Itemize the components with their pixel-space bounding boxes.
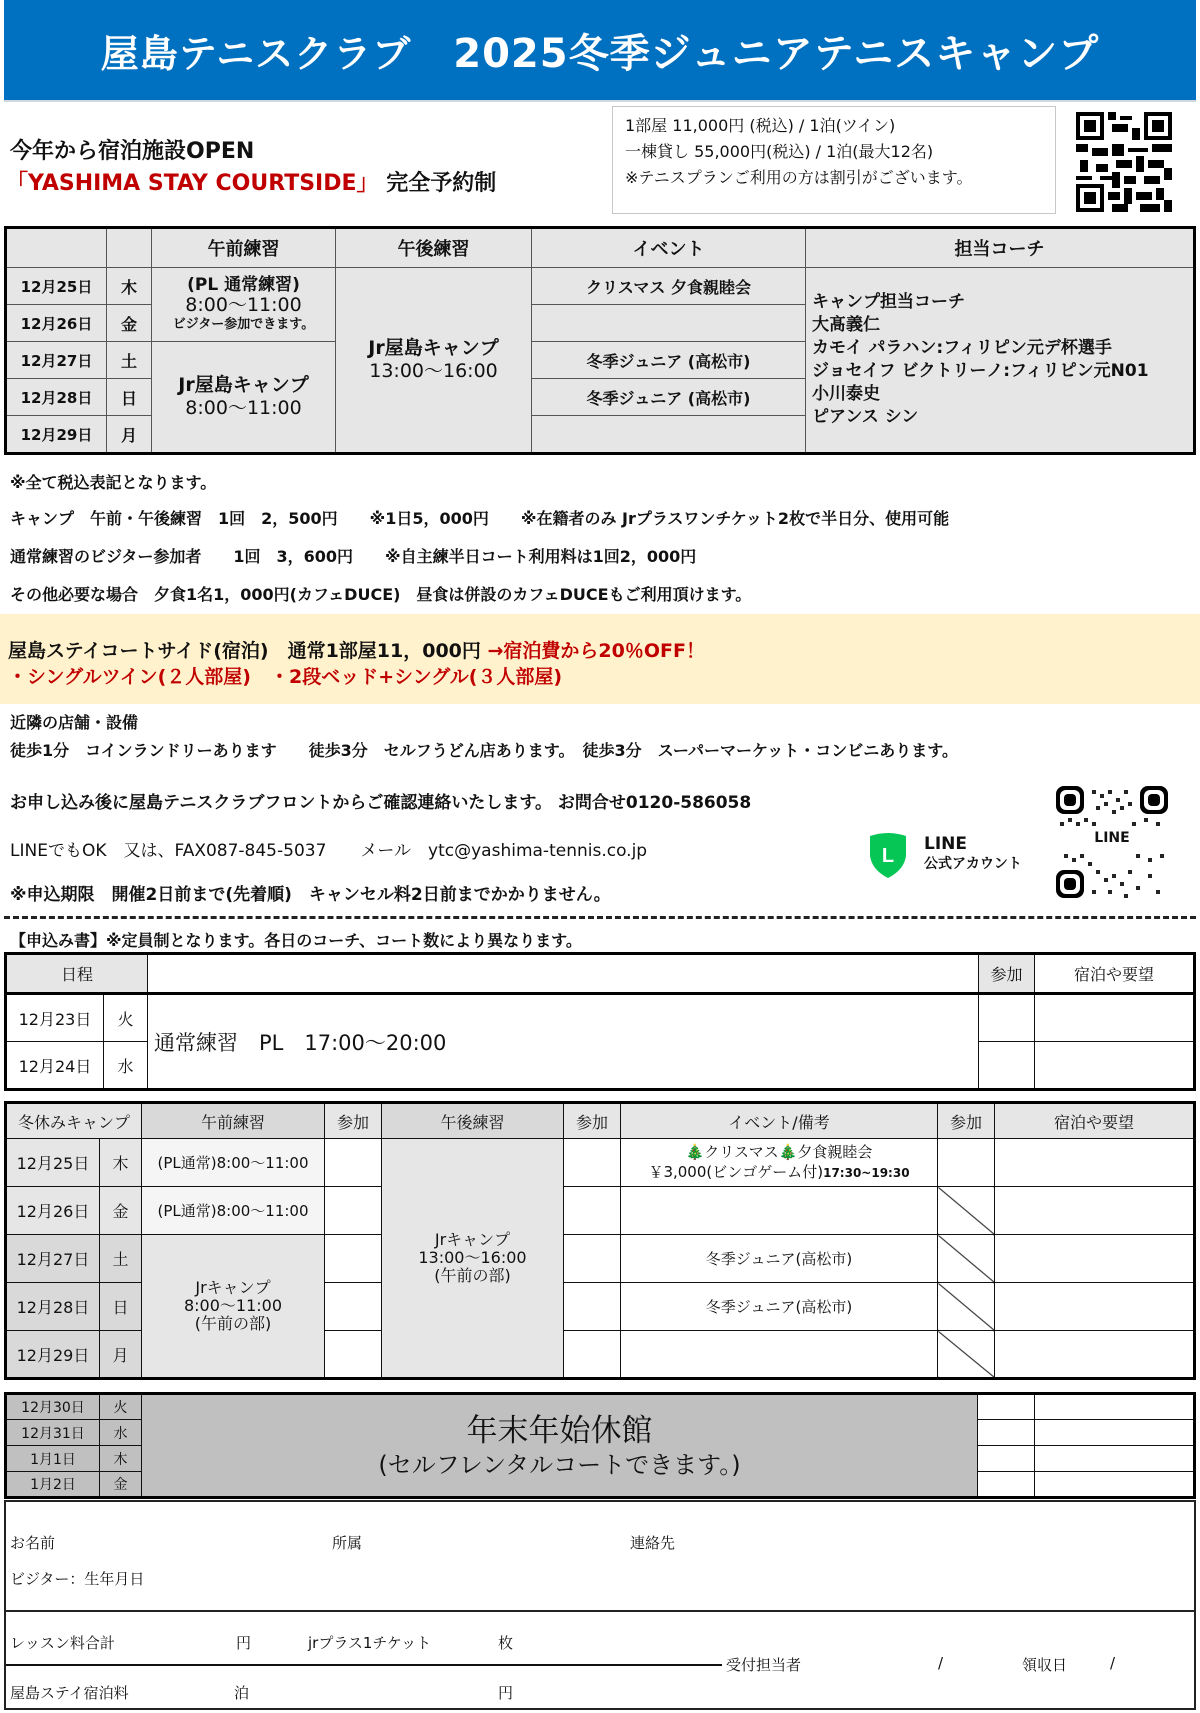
row-date: 12月26日 [6, 305, 107, 342]
jr-pm-label: Jrキャンプ [434, 1230, 511, 1249]
stay-request-field[interactable] [1035, 1446, 1195, 1472]
coach-name: ジョセイフ ビクトリーノ:フィリピン元N01 [812, 361, 1149, 381]
title-banner [4, 0, 1196, 102]
stay-fee-label: 屋島ステイ宿泊料 [10, 1684, 129, 1702]
coach-title: キャンプ担当コーチ [812, 292, 965, 312]
price-whole: 一棟貸し 55,000円(税込) / 1泊(最大12名) [625, 142, 934, 161]
line-qr-label: LINE [1094, 830, 1130, 846]
slash-sep: / [938, 1654, 944, 1672]
line-qr-code [1056, 786, 1168, 898]
camp-schedule-table [4, 226, 1196, 455]
row-date: 1月2日 [6, 1472, 100, 1498]
holiday-sub: (セルフレンタルコートできます。) [378, 1450, 741, 1479]
row-date: 12月25日 [6, 1139, 100, 1187]
stay-request-field[interactable] [1035, 1420, 1195, 1446]
join-pm-checkbox[interactable] [564, 1235, 621, 1283]
jr-am-time: 8:00～11:00 [183, 1296, 283, 1315]
row-day: 日 [100, 1283, 142, 1331]
stay-request-field[interactable] [1035, 1042, 1195, 1090]
join-pm-checkbox[interactable] [564, 1283, 621, 1331]
table-row [6, 1394, 1195, 1420]
stay-discount: →宿泊費から20％OFF！ [487, 640, 705, 662]
join-event-disabled [938, 1187, 995, 1235]
applicant-info [4, 1500, 1196, 1610]
pricing-box [612, 106, 1056, 214]
row-day: 月 [100, 1331, 142, 1379]
jr-am-cell [142, 1235, 325, 1379]
table-row [6, 1187, 1195, 1235]
lesson-total-label: レッスン料合計 [10, 1634, 115, 1652]
jr-am-sub: (午前の部) [194, 1314, 272, 1333]
header-day [107, 228, 152, 268]
join-am-checkbox[interactable] [325, 1187, 382, 1235]
holiday-cell [142, 1394, 978, 1498]
row-day: 日 [107, 379, 152, 416]
pl-slot: (PL通常)8:00～11:00 [142, 1139, 325, 1187]
event-cell [621, 1187, 938, 1235]
stay-request-field[interactable] [995, 1187, 1195, 1235]
yen-unit: 円 [236, 1634, 252, 1652]
row-day: 火 [100, 1394, 142, 1420]
xmas-price: ￥3,000(ビンゴゲーム付) [648, 1163, 824, 1181]
stay-request-field[interactable] [995, 1235, 1195, 1283]
row-event: 冬季ジュニア (高松市) [532, 379, 806, 416]
stay-request-field[interactable] [1035, 994, 1195, 1042]
row-event [532, 305, 806, 342]
cut-line-divider [4, 916, 1196, 919]
row-date: 12月24日 [6, 1042, 104, 1090]
afternoon-time: 13:00～16:00 [369, 360, 498, 382]
join-checkbox[interactable] [979, 1042, 1035, 1090]
fee-divider [6, 1664, 722, 1666]
header-schedule: 日程 [6, 954, 148, 994]
nearby-items: 徒歩1分 コインランドリーあります 徒歩3分 セルフうどん店あります。 徒歩3分 スーパーマーケット・コンビニあります。 [10, 741, 958, 760]
visitor-fee-note: 通常練習のビジター参加者 1回 3，600円 ※自主練半日コート利用料は1回2，000円 [10, 547, 697, 566]
row-event [532, 416, 806, 454]
coach-name: 大髙義仁 [812, 315, 880, 335]
row-day: 金 [107, 305, 152, 342]
row-date: 12月28日 [6, 1283, 100, 1331]
stay-highlight [0, 614, 1200, 704]
row-day: 木 [100, 1446, 142, 1472]
jr-ticket-label: jrプラス1チケット [308, 1634, 432, 1652]
header-stay: 宿泊や要望 [995, 1103, 1195, 1139]
header-join: 参加 [979, 954, 1035, 994]
sheets-unit: 枚 [498, 1634, 514, 1652]
afternoon-label: Jr屋島キャンプ [368, 337, 499, 359]
camp-fee-note: キャンプ 午前・午後練習 1回 2，500円 ※1日5，000円 ※在籍者のみ Jrプラスワンチケット2枚で半日分、使用可能 [10, 509, 950, 528]
visitor-dob-field[interactable]: ビジター：生年月日 [10, 1570, 145, 1588]
stay-request-field[interactable] [995, 1331, 1195, 1379]
join-checkbox[interactable] [978, 1446, 1035, 1472]
nearby-title: 近隣の店舗・設備 [10, 713, 139, 732]
xmas-time: 17:30~19:30 [823, 1166, 910, 1180]
reservation-note: 完全予約制 [386, 171, 497, 196]
stay-line1 [8, 636, 705, 663]
row-date: 12月27日 [6, 342, 107, 379]
facility-line [6, 166, 496, 197]
header-coach: 担当コーチ [806, 228, 1195, 268]
jr-am-label: Jrキャンプ [195, 1278, 271, 1297]
row-date: 12月25日 [6, 268, 107, 305]
pl-slot: (PL通常)8:00～11:00 [142, 1187, 325, 1235]
application-table-pre [4, 952, 1196, 1091]
header-pm: 午後練習 [382, 1103, 564, 1139]
join-am-checkbox[interactable] [325, 1139, 382, 1187]
row-day: 土 [107, 342, 152, 379]
pl-label: (PL 通常練習) [187, 274, 300, 295]
nights-unit: 泊 [234, 1684, 250, 1702]
row-day: 金 [100, 1472, 142, 1498]
join-event-disabled [938, 1235, 995, 1283]
row-day: 土 [100, 1235, 142, 1283]
deadline-note: ※申込期限 開催2日前まで(先着順) キャンセル料2日前までかかりません。 [10, 885, 611, 905]
join-pm-checkbox[interactable] [564, 1139, 621, 1187]
line-text: LINE [924, 834, 967, 854]
row-date: 12月30日 [6, 1394, 100, 1420]
header-date [6, 228, 107, 268]
stay-request-field[interactable] [995, 1139, 1195, 1187]
join-am-checkbox[interactable] [325, 1283, 382, 1331]
row-date: 12月27日 [6, 1235, 100, 1283]
tax-note: ※全て税込表記となります。 [10, 473, 217, 492]
fee-summary [4, 1610, 1196, 1710]
jr-label: Jr屋島キャンプ [178, 374, 309, 396]
table-row [6, 994, 1195, 1042]
price-discount-note: ※テニスプランご利用の方は割引がございます。 [625, 168, 973, 187]
row-date: 1月1日 [6, 1446, 100, 1472]
club-name: 屋島テニスクラブ [100, 31, 412, 76]
camp-title: 2025冬季ジュニアテニスキャンプ [453, 30, 1100, 77]
line-account-label[interactable] [924, 834, 1022, 874]
event-cell: 冬季ジュニア(高松市) [621, 1235, 938, 1283]
join-checkbox[interactable] [979, 994, 1035, 1042]
header-event: イベント [532, 228, 806, 268]
facility-name: 「YASHIMA STAY COURTSIDE」 [6, 171, 379, 196]
affiliation-field[interactable]: 所属 [332, 1534, 363, 1552]
stay-room-types: ・シングルツイン(２人部屋) ・2段ベッド+シングル(３人部屋) [8, 666, 563, 688]
contact-field[interactable]: 連絡先 [630, 1534, 676, 1552]
header-morning: 午前練習 [152, 228, 336, 268]
row-event: クリスマス 夕食親睦会 [532, 268, 806, 305]
event-cell: 冬季ジュニア(高松市) [621, 1283, 938, 1331]
morning-pl-cell [152, 268, 336, 342]
join-event-disabled [938, 1283, 995, 1331]
stay-request-field[interactable] [1035, 1394, 1195, 1420]
contact-methods: LINEでもOK 又は、FAX087-845-5037 メール ytc@yashima-tennis.co.jp [10, 841, 648, 861]
name-field[interactable]: お名前 [10, 1534, 56, 1552]
row-date: 12月29日 [6, 1331, 100, 1379]
join-am-checkbox[interactable] [325, 1331, 382, 1379]
header-am: 午前練習 [142, 1103, 325, 1139]
row-day: 水 [104, 1042, 148, 1090]
receptionist-label: 受付担当者 [726, 1656, 802, 1674]
stay-request-field[interactable] [1035, 1472, 1195, 1498]
coach-name: ピアンス シン [812, 407, 919, 427]
yen-unit: 円 [498, 1684, 514, 1702]
application-table-camp [4, 1101, 1196, 1380]
row-date: 12月28日 [6, 379, 107, 416]
join-event-checkbox[interactable] [938, 1139, 995, 1187]
jr-pm-time: 13:00～16:00 [418, 1248, 527, 1267]
jr-pm-sub: (午前の部) [434, 1266, 511, 1285]
row-date: 12月26日 [6, 1187, 100, 1235]
row-day: 火 [104, 994, 148, 1042]
table-row [6, 1139, 1195, 1187]
line-official-text: 公式アカウント [924, 856, 1022, 872]
jr-time: 8:00～11:00 [185, 397, 302, 419]
holiday-table [4, 1392, 1196, 1499]
xmas-title: 🎄クリスマス🎄夕食親睦会 [685, 1143, 873, 1161]
svg-text:L: L [881, 845, 895, 867]
header-join-event: 参加 [938, 1103, 995, 1139]
holiday-title: 年末年始休館 [466, 1412, 653, 1449]
header-afternoon: 午後練習 [336, 228, 532, 268]
stay-price: 屋島ステイコートサイド(宿泊) 通常1部屋11，000円 [8, 640, 481, 662]
row-date: 12月29日 [6, 416, 107, 454]
confirm-note: お申し込み後に屋島テニスクラブフロントからご確認連絡いたします。 お問合せ0120-586058 [10, 793, 752, 813]
afternoon-cell [336, 268, 532, 454]
join-event-disabled [938, 1331, 995, 1379]
morning-jr-cell [152, 342, 336, 454]
header-camp: 冬休みキャンプ [6, 1103, 142, 1139]
row-day: 水 [100, 1420, 142, 1446]
row-date: 12月23日 [6, 994, 104, 1042]
row-event: 冬季ジュニア (高松市) [532, 342, 806, 379]
join-am-checkbox[interactable] [325, 1235, 382, 1283]
meal-note: その他必要な場合 夕食1名1，000円(カフェDUCE) 昼食は併設のカフェDUCEもご利用頂けます。 [10, 585, 752, 604]
event-cell [621, 1331, 938, 1379]
join-checkbox[interactable] [978, 1394, 1035, 1420]
header-stay: 宿泊や要望 [1035, 954, 1195, 994]
join-checkbox[interactable] [978, 1472, 1035, 1498]
xmas-event-cell [621, 1139, 938, 1187]
row-day: 月 [107, 416, 152, 454]
form-title: 【申込み書】※定員制となります。各日のコーチ、コート数により異なります。 [10, 931, 582, 950]
row-day: 木 [107, 268, 152, 305]
coach-name: 小川泰史 [812, 384, 880, 404]
price-room: 1部屋 11,000円 (税込) / 1泊(ツイン) [625, 116, 896, 135]
slash-sep: / [1110, 1654, 1116, 1672]
row-date: 12月31日 [6, 1420, 100, 1446]
stay-request-field[interactable] [995, 1283, 1195, 1331]
receipt-date-label: 領収日 [1022, 1656, 1068, 1674]
line-logo-icon [868, 832, 908, 878]
regular-practice-cell: 通常練習 PL 17:00～20:00 [148, 994, 979, 1090]
join-checkbox[interactable] [978, 1420, 1035, 1446]
coach-name: カモイ パラハン:フィリピン元デ杯選手 [812, 338, 1112, 358]
row-day: 金 [100, 1187, 142, 1235]
intro-line: 今年から宿泊施設OPEN [10, 139, 255, 164]
join-pm-checkbox[interactable] [564, 1187, 621, 1235]
header-event: イベント/備考 [621, 1103, 938, 1139]
pl-visitor-note: ビジター参加できます。 [172, 316, 315, 332]
table-row [6, 268, 1195, 305]
header-join-pm: 参加 [564, 1103, 621, 1139]
header-blank [148, 954, 979, 994]
qr-code-icon [1076, 112, 1172, 212]
jr-pm-cell [382, 1139, 564, 1379]
pl-time: 8:00～11:00 [185, 293, 302, 316]
join-pm-checkbox[interactable] [564, 1331, 621, 1379]
coach-cell [806, 268, 1195, 454]
row-day: 木 [100, 1139, 142, 1187]
header-join-am: 参加 [325, 1103, 382, 1139]
table-row [6, 1235, 1195, 1283]
